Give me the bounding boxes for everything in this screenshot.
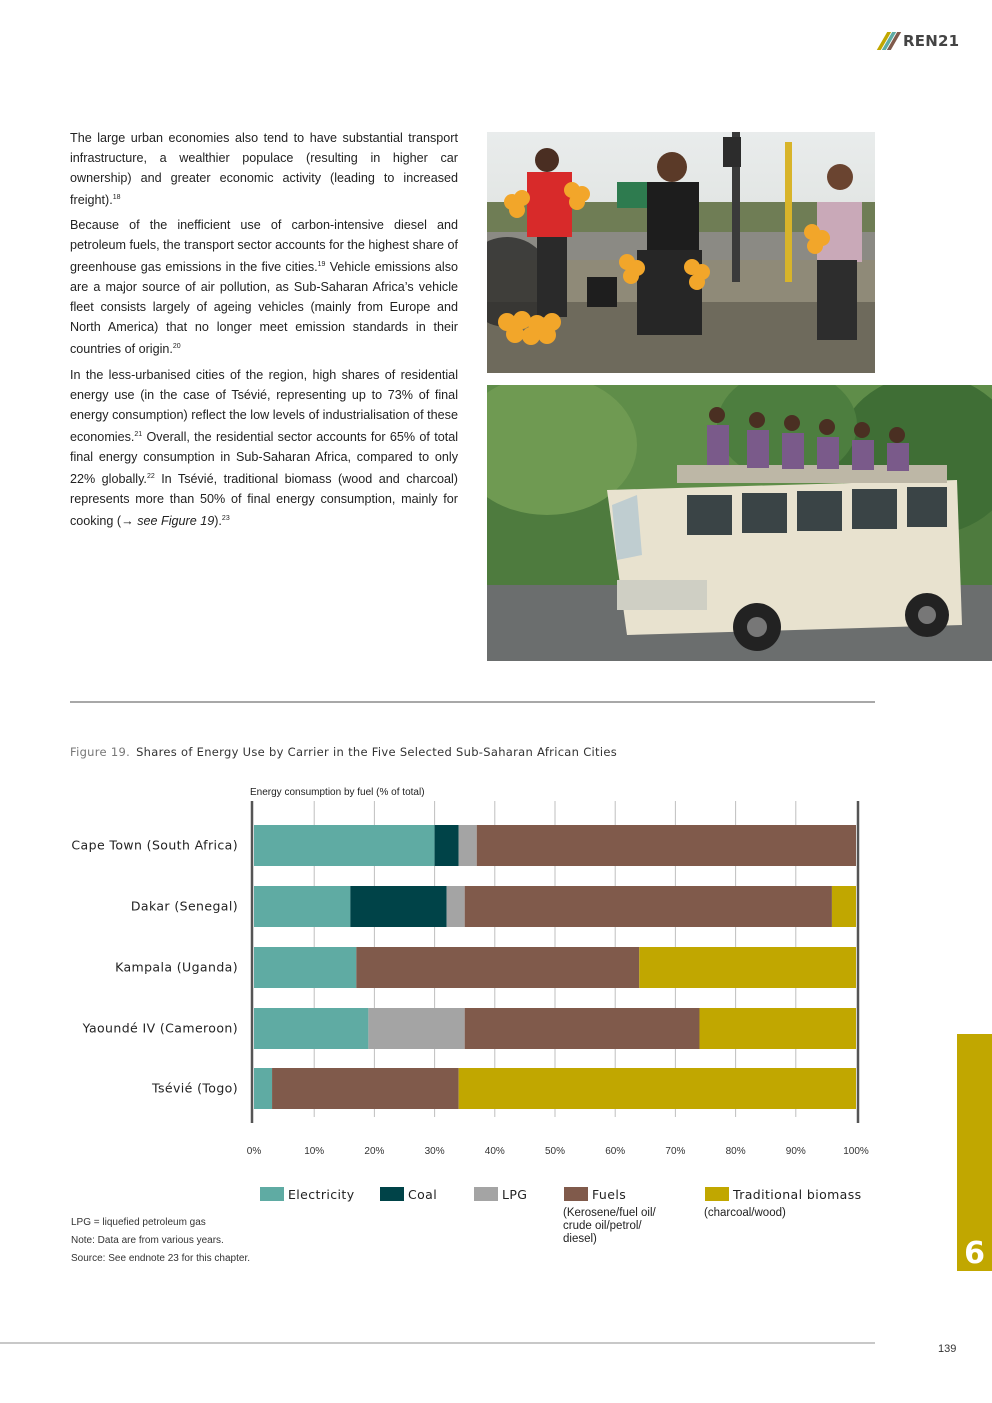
legend-swatch [705, 1187, 729, 1201]
x-tick-label: 30% [424, 1146, 445, 1157]
chapter-tab[interactable] [957, 1034, 992, 1271]
bar-segment-electricity [254, 1068, 272, 1109]
p1-text: The large urban economies also tend to have substantial transport infrastructure, a wealthier populace (resulting in higher car ownership) and greater economic activity (leading to increased freight). [70, 131, 458, 208]
legend-label: LPG [502, 1187, 528, 1202]
legend-swatch [380, 1187, 404, 1201]
bar-segment-fuels [272, 1068, 459, 1109]
photo-minibus [487, 385, 992, 661]
bar-segment-lpg [368, 1008, 464, 1049]
p3-text-d: ). [214, 514, 222, 529]
figure-notes [71, 1217, 250, 1271]
photo-fruit-vendors [487, 132, 875, 373]
category-label: Dakar (Senegal) [130, 898, 238, 914]
paragraph-1 [70, 128, 458, 210]
endnote-ref[interactable]: 23 [221, 514, 230, 522]
legend-sublabel: diesel) [563, 1233, 597, 1245]
logo-text: REN21 [903, 32, 960, 50]
x-tick-label: 90% [785, 1146, 806, 1157]
legend-label: Fuels [592, 1187, 627, 1202]
endnote-ref[interactable]: 20 [172, 343, 181, 351]
legend-sublabel: crude oil/petrol/ [563, 1220, 642, 1232]
x-tick-label: 100% [843, 1146, 869, 1157]
x-tick-label: 50% [544, 1146, 566, 1157]
data-years-note: Note: Data are from various years. [71, 1235, 224, 1246]
bar-segment-coal [435, 825, 459, 866]
body-text [70, 128, 458, 536]
bar-segment-coal [350, 886, 446, 927]
legend-sublabel: (charcoal/wood) [704, 1207, 786, 1219]
chapter-number: 6 [964, 1236, 985, 1271]
figure-title [70, 745, 617, 759]
endnote-ref[interactable]: 18 [112, 194, 121, 201]
x-tick-label: 0% [246, 1146, 262, 1157]
figure-number: Figure 19. [70, 745, 131, 759]
source-note: Source: See endnote 23 for this chapter. [71, 1253, 251, 1264]
lpg-note: LPG = liquefied petroleum gas [71, 1217, 206, 1228]
ren21-logo [879, 30, 959, 52]
x-tick-label: 10% [304, 1146, 325, 1157]
footer-divider [0, 1342, 875, 1344]
bar-segment-traditional-biomass [459, 1068, 856, 1109]
legend-swatch [260, 1187, 284, 1201]
legend-swatch [564, 1187, 588, 1201]
bar-segment-lpg [447, 886, 465, 927]
bar-segment-lpg [459, 825, 477, 866]
section-divider [70, 701, 875, 703]
p3-text-c: In Tsévié, traditional biomass (wood and charcoal) represents more than 50% of final energy consumption, mainly for cooking (→ [70, 471, 458, 529]
bar-segment-traditional-biomass [699, 1008, 856, 1049]
category-label: Yaoundé IV (Cameroon) [82, 1020, 238, 1036]
legend-label: Coal [408, 1187, 438, 1202]
bar-segment-electricity [254, 886, 350, 927]
figure-link[interactable]: see Figure 19 [137, 514, 215, 529]
bar-segment-electricity [254, 1008, 368, 1049]
endnote-ref[interactable]: 22 [146, 472, 155, 480]
category-label: Cape Town (South Africa) [71, 837, 238, 853]
paragraph-3 [70, 365, 458, 532]
legend-sublabel: (Kerosene/fuel oil/ [563, 1207, 656, 1219]
paragraph-2 [70, 215, 458, 359]
figure-title-text: Shares of Energy Use by Carrier in the Five Selected Sub-Saharan African Cities [136, 745, 617, 759]
x-tick-label: 80% [725, 1146, 746, 1157]
bar-segment-electricity [254, 947, 356, 988]
x-tick-label: 60% [605, 1146, 626, 1157]
bar-segment-fuels [477, 825, 856, 866]
endnote-ref[interactable]: 19 [317, 261, 326, 269]
category-label: Kampala (Uganda) [115, 959, 238, 975]
energy-share-chart [0, 775, 900, 1260]
legend-label: Traditional biomass [733, 1187, 862, 1202]
legend-swatch [474, 1187, 498, 1201]
chart-svg [0, 775, 900, 1255]
bar-segment-fuels [465, 1008, 700, 1049]
p3-text-b: Overall, the residential sector accounts for 65% of total final energy consumption in Sub-Saharan Africa, compared to only 22% globally. [70, 429, 458, 486]
x-axis-title: Energy consumption by fuel (% of total) [250, 787, 425, 798]
p2-text-b: Vehicle emissions also are a major source of air pollution, as Sub-Saharan Africa’s vehicle fleet consists largely of ageing vehicles (mainly from Europe and North America) that no longer meet emission standards in their countries of origin. [70, 260, 458, 357]
bar-segment-electricity [254, 825, 435, 866]
legend-label: Electricity [288, 1187, 355, 1202]
ren21-logo-mark-icon [879, 32, 899, 50]
x-tick-label: 70% [665, 1146, 686, 1157]
p2-text-a: Because of the inefficient use of carbon-intensive diesel and petroleum fuels, the transport sector accounts for the highest share of greenhouse gas emissions in the five cities. [70, 218, 458, 275]
endnote-ref[interactable]: 21 [134, 430, 143, 438]
p3-text-a: In the less-urbanised cities of the region, high shares of residential energy use (in the case of Tsévié, representing up to 73% of final energy consumption) reflect the low levels of industrialisation of these economies. [70, 367, 458, 444]
bar-segment-fuels [356, 947, 639, 988]
category-label: Tsévié (Togo) [152, 1080, 238, 1096]
bar-segment-traditional-biomass [832, 886, 856, 927]
x-tick-label: 40% [484, 1146, 505, 1157]
bar-segment-traditional-biomass [639, 947, 856, 988]
x-tick-label: 20% [364, 1146, 385, 1157]
bar-segment-fuels [465, 886, 832, 927]
page-number: 139 [938, 1343, 957, 1355]
